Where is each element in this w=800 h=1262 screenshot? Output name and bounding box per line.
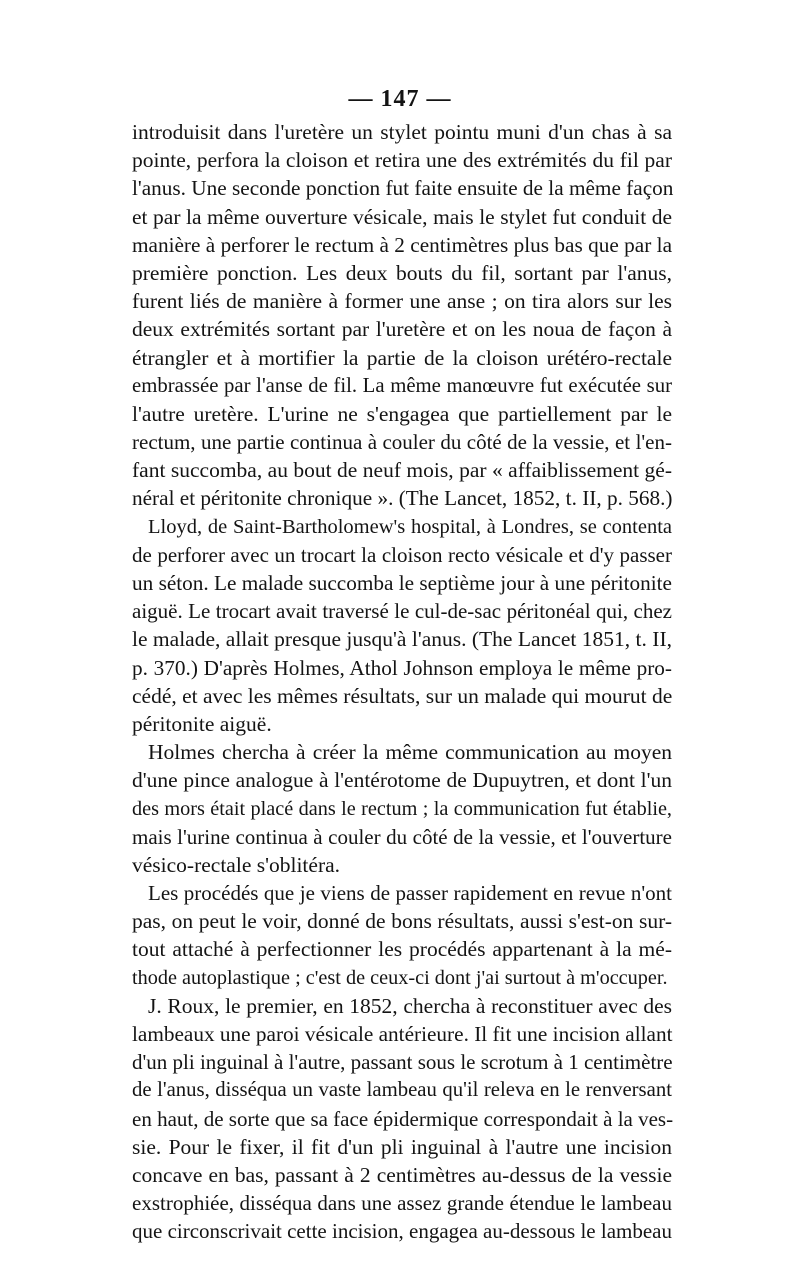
paragraph	[132, 513, 672, 739]
text-line: l'autre uretère. L'urine ne s'engagea que partiellement par le	[132, 401, 672, 426]
text-line: d'un pli inguinal à l'autre, passant sous le scrotum à 1 centimètre	[132, 1050, 673, 1075]
text-line: sie. Pour le fixer, il fit d'un pli inguinal à l'autre une incision	[132, 1134, 672, 1159]
text-line: thode autoplastique ; c'est de ceux-ci dont j'ai surtout à m'occuper.	[132, 966, 668, 989]
text-line: lambeaux une paroi vésicale antérieure. Il fit une incision allant	[132, 1022, 673, 1046]
text-line: furent liés de manière à former une anse ; on tira alors sur les	[132, 289, 672, 314]
text-line: fant succomba, au bout de neuf mois, par « affaiblissement gé-	[132, 458, 672, 483]
text-line: des mors était placé dans le rectum ; la communication fut établie,	[132, 797, 672, 820]
text-line: pointe, perfora la cloison et retira une des extrémités du fil par	[132, 148, 672, 173]
text-line: que circonscrivait cette incision, engagea au-dessous le lambeau	[132, 1219, 672, 1244]
text-line: un séton. Le malade succomba le septième jour à une péritonite	[132, 571, 672, 595]
text-line: concave en bas, passant à 2 centimètres au-dessus de la vessie	[132, 1162, 672, 1187]
text-line: cédé, et avec les mêmes résultats, sur un malade qui mourut de	[132, 683, 673, 708]
text-line: pas, on peut le voir, donné de bons résultats, aussi s'est-on sur-	[132, 909, 672, 934]
text-line: introduisit dans l'uretère un stylet pointu muni d'un chas à sa	[132, 120, 672, 144]
text-line: manière à perforer le rectum à 2 centimètres plus bas que par la	[132, 232, 672, 257]
text-line: en haut, de sorte que sa face épidermique correspondait à la ves-	[132, 1106, 674, 1131]
paragraph	[132, 738, 672, 879]
paragraph	[132, 879, 672, 992]
text-line: Holmes chercha à créer la même communication au moyen	[148, 740, 672, 765]
text-line: tout attaché à perfectionner les procédés appartenant à la mé-	[132, 937, 672, 962]
text-line: d'une pince analogue à l'entérotome de Dupuytren, et dont l'un	[132, 768, 672, 793]
text-line: étrangler et à mortifier la partie de la cloison urétéro-rectale	[132, 345, 672, 370]
text-line: première ponction. Les deux bouts du fil, sortant par l'anus,	[132, 260, 672, 285]
text-line: embrassée par l'anse de fil. La même manœuvre fut exécutée sur	[132, 374, 672, 397]
text-line: deux extrémités sortant par l'uretère et on les noua de façon à	[132, 317, 672, 342]
text-line: rectum, une partie continua à couler du côté de la vessie, et l'en-	[132, 430, 672, 455]
text-line: mais l'urine continua à couler du côté de la vessie, et l'ouverture	[132, 824, 672, 849]
body-text	[132, 118, 672, 1246]
paragraph	[132, 118, 672, 513]
text-line: l'anus. Une seconde ponction fut faite ensuite de la même façon	[132, 176, 674, 201]
text-line: Lloyd, de Saint-Bartholomew's hospital, à Londres, se contenta	[148, 515, 672, 538]
text-line: J. Roux, le premier, en 1852, chercha à reconstituer avec des	[148, 993, 672, 1018]
text-line: néral et péritonite chronique ». (The Lancet, 1852, t. II, p. 568.)	[132, 486, 673, 511]
text-line: Les procédés que je viens de passer rapidement en revue n'ont	[148, 881, 672, 906]
text-line: p. 370.) D'après Holmes, Athol Johnson employa le même pro-	[132, 655, 672, 680]
text-line: de l'anus, disséqua un vaste lambeau qu'il releva en le renversant	[132, 1079, 672, 1102]
paragraph	[132, 992, 672, 1246]
text-line: le malade, allait presque jusqu'à l'anus. (The Lancet 1851, t. II,	[132, 627, 672, 652]
text-line: vésico-rectale s'oblitéra.	[132, 852, 341, 877]
text-line: aiguë. Le trocart avait traversé le cul-de-sac péritonéal qui, chez	[132, 599, 672, 624]
page-number: — 147 —	[348, 86, 452, 112]
text-line: et par la même ouverture vésicale, mais le stylet fut conduit de	[132, 204, 672, 229]
text-line: péritonite aiguë.	[132, 711, 272, 736]
text-line: exstrophiée, disséqua dans une assez grande étendue le lambeau	[132, 1191, 672, 1216]
text-line: de perforer avec un trocart la cloison recto vésicale et d'y passer	[132, 542, 672, 567]
